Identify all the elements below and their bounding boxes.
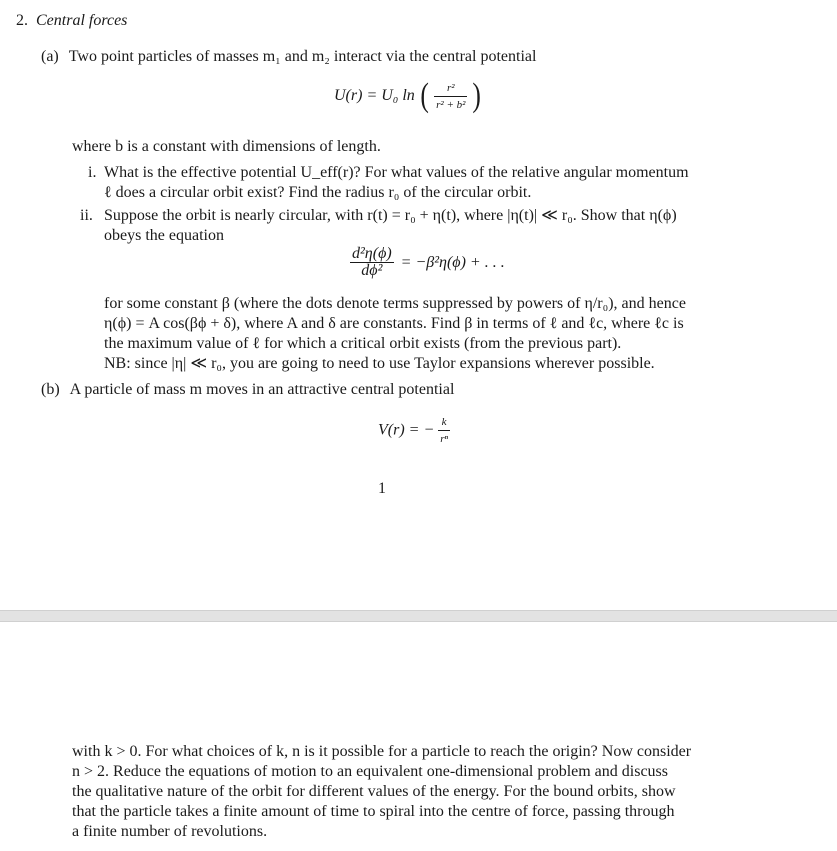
potential-fraction [434, 80, 467, 113]
part-b-cont-line3: the qualitative nature of the orbit for different values of the energy. For the bound orbits, show [72, 783, 676, 800]
where-line: where b is a constant with dimensions of length. [72, 138, 381, 155]
v-equation [378, 414, 450, 447]
part-b-label: (b) [41, 381, 60, 398]
part-b-intro: A particle of mass m moves in an attractive central potential [69, 381, 455, 398]
item-i-line2: ℓ does a circular orbit exist? Find the radius r₀ of the circular orbit. [104, 184, 532, 201]
item-ii-note: NB: since |η| ≪ r₀, you are going to need to use Taylor expansions wherever possible. [104, 355, 655, 372]
item-ii-label: ii. [80, 207, 93, 224]
section-number: 2. [16, 12, 28, 29]
part-b-cont-line1: with k > 0. For what choices of k, n is it possible for a particle to reach the origin? Now consider [72, 743, 692, 760]
part-b-cont-line4: that the particle takes a finite amount of time to spiral into the centre of force, passing through [72, 803, 675, 820]
eta-rhs: = −β²η(ϕ) + . . . [400, 253, 505, 271]
potential-denominator: r² + b² [436, 98, 466, 111]
right-paren: ) [472, 77, 482, 114]
eta-numerator: d²η(ϕ) [352, 245, 392, 262]
item-ii-line3: for some constant β (where the dots denote terms suppressed by powers of η/r₀), and hence [104, 295, 686, 312]
part-a-label: (a) [41, 48, 59, 65]
v-fraction [438, 414, 450, 447]
potential-lhs: U(r) = U₀ ln [334, 87, 415, 104]
item-ii-line4: η(ϕ) = A cos(βϕ + δ), where A and δ are constants. Find β in terms of ℓ and ℓc, where ℓc is [104, 315, 684, 332]
v-numerator: k [438, 414, 450, 431]
item-ii-line1: Suppose the orbit is nearly circular, with r(t) = r₀ + η(t), where |η(t)| ≪ r₀. Show that η(ϕ) [104, 207, 677, 224]
part-a-intro: Two point particles of masses m₁ and m₂ interact via the central potential [68, 48, 537, 65]
part-a-intro-line [41, 47, 536, 67]
section-heading [16, 11, 127, 31]
part-b-cont-line5: a finite number of revolutions. [72, 823, 268, 840]
item-i-line1: What is the effective potential U_eff(r)? For what values of the relative angular momentum [104, 164, 689, 181]
section-title: Central forces [36, 12, 128, 29]
potential-numerator: r² [434, 80, 467, 97]
part-b-intro-line [41, 380, 454, 400]
item-ii-line5: the maximum value of ℓ for which a critical orbit exists (from the previous part). [104, 335, 622, 352]
left-paren: ( [420, 77, 429, 114]
page-break-divider [0, 610, 837, 622]
item-ii-line2: obeys the equation [104, 227, 224, 244]
item-i-label: i. [88, 164, 97, 181]
v-lhs: V(r) = − [378, 421, 435, 439]
page-number: 1 [378, 480, 386, 497]
potential-equation [334, 79, 483, 113]
eta-fraction [350, 246, 394, 279]
eta-denominator: dϕ² [361, 262, 383, 279]
part-b-cont-line2: n > 2. Reduce the equations of motion to an equivalent one-dimensional problem and discuss [72, 763, 669, 780]
v-denominator: rⁿ [440, 433, 448, 445]
eta-equation [350, 246, 505, 279]
